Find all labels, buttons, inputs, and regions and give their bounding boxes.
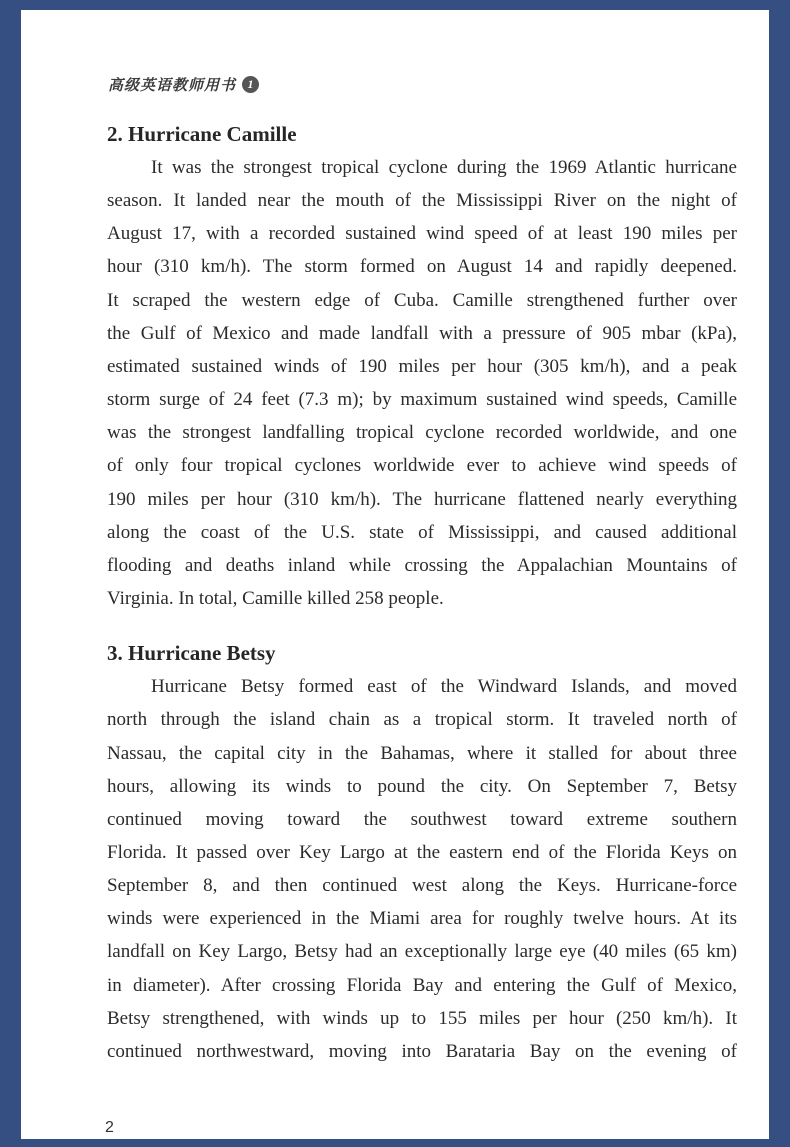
text-line: continued moving toward the southwest toward extreme southern xyxy=(107,808,737,830)
page-number: 2 xyxy=(105,1119,114,1136)
text-line: along the coast of the U.S. state of Mississippi, and caused additional xyxy=(107,521,737,543)
text-line: Nassau, the capital city in the Bahamas, where it stalled for about three xyxy=(107,742,737,764)
text-line: 190 miles per hour (310 km/h). The hurricane flattened nearly everything xyxy=(107,488,737,510)
text-line: hour (310 km/h). The storm formed on August 14 and rapidly deepened. xyxy=(107,256,737,278)
text-line: landfall on Key Largo, Betsy had an exceptionally large eye (40 miles (65 km) xyxy=(107,941,737,963)
text-line: north through the island chain as a tropical storm. It traveled north of xyxy=(107,709,737,731)
text-line: winds were experienced in the Miami area for roughly twelve hours. At its xyxy=(107,908,737,930)
section-hurricane-betsy xyxy=(107,637,737,1068)
running-head xyxy=(108,72,259,96)
text-line: of only four tropical cyclones worldwide ever to achieve wind speeds of xyxy=(107,455,737,477)
paragraph xyxy=(107,670,737,1068)
text-line: was the strongest landfalling tropical cyclone recorded worldwide, and one xyxy=(107,422,737,444)
section-spacer xyxy=(107,615,737,637)
text-line: season. It landed near the mouth of the Mississippi River on the night of xyxy=(107,190,737,212)
text-line: Florida. It passed over Key Largo at the eastern end of the Florida Keys on xyxy=(107,841,737,863)
text-line: flooding and deaths inland while crossing the Appalachian Mountains of xyxy=(107,554,737,576)
text-line: in diameter). After crossing Florida Bay and entering the Gulf of Mexico, xyxy=(107,974,737,996)
text-line: Virginia. In total, Camille killed 258 people. xyxy=(107,588,444,610)
book-page xyxy=(21,10,769,1139)
volume-badge-icon: 1 xyxy=(242,76,259,93)
running-head-title: 高级英语教师用书 xyxy=(108,75,237,94)
section-heading: 3. Hurricane Betsy xyxy=(107,641,276,666)
text-line: It scraped the western edge of Cuba. Camille strengthened further over xyxy=(107,289,737,311)
text-line: continued northwestward, moving into Barataria Bay on the evening of xyxy=(107,1040,737,1062)
text-line: hours, allowing its winds to pound the city. On September 7, Betsy xyxy=(107,775,737,797)
text-line: Hurricane Betsy formed east of the Windward Islands, and moved xyxy=(151,676,737,698)
text-line: Betsy strengthened, with winds up to 155 miles per hour (250 km/h). It xyxy=(107,1007,737,1029)
section-hurricane-camille xyxy=(107,118,737,615)
text-line: September 8, and then continued west along the Keys. Hurricane-force xyxy=(107,875,737,897)
paragraph xyxy=(107,151,737,615)
text-line: It was the strongest tropical cyclone during the 1969 Atlantic hurricane xyxy=(151,157,737,178)
page-content xyxy=(107,118,737,1068)
text-line: August 17, with a recorded sustained wind speed of at least 190 miles per xyxy=(107,223,737,245)
text-line: estimated sustained winds of 190 miles per hour (305 km/h), and a peak xyxy=(107,355,737,377)
text-line: the Gulf of Mexico and made landfall with a pressure of 905 mbar (kPa), xyxy=(107,322,737,344)
text-line: storm surge of 24 feet (7.3 m); by maximum sustained wind speeds, Camille xyxy=(107,389,737,411)
section-heading: 2. Hurricane Camille xyxy=(107,122,297,146)
